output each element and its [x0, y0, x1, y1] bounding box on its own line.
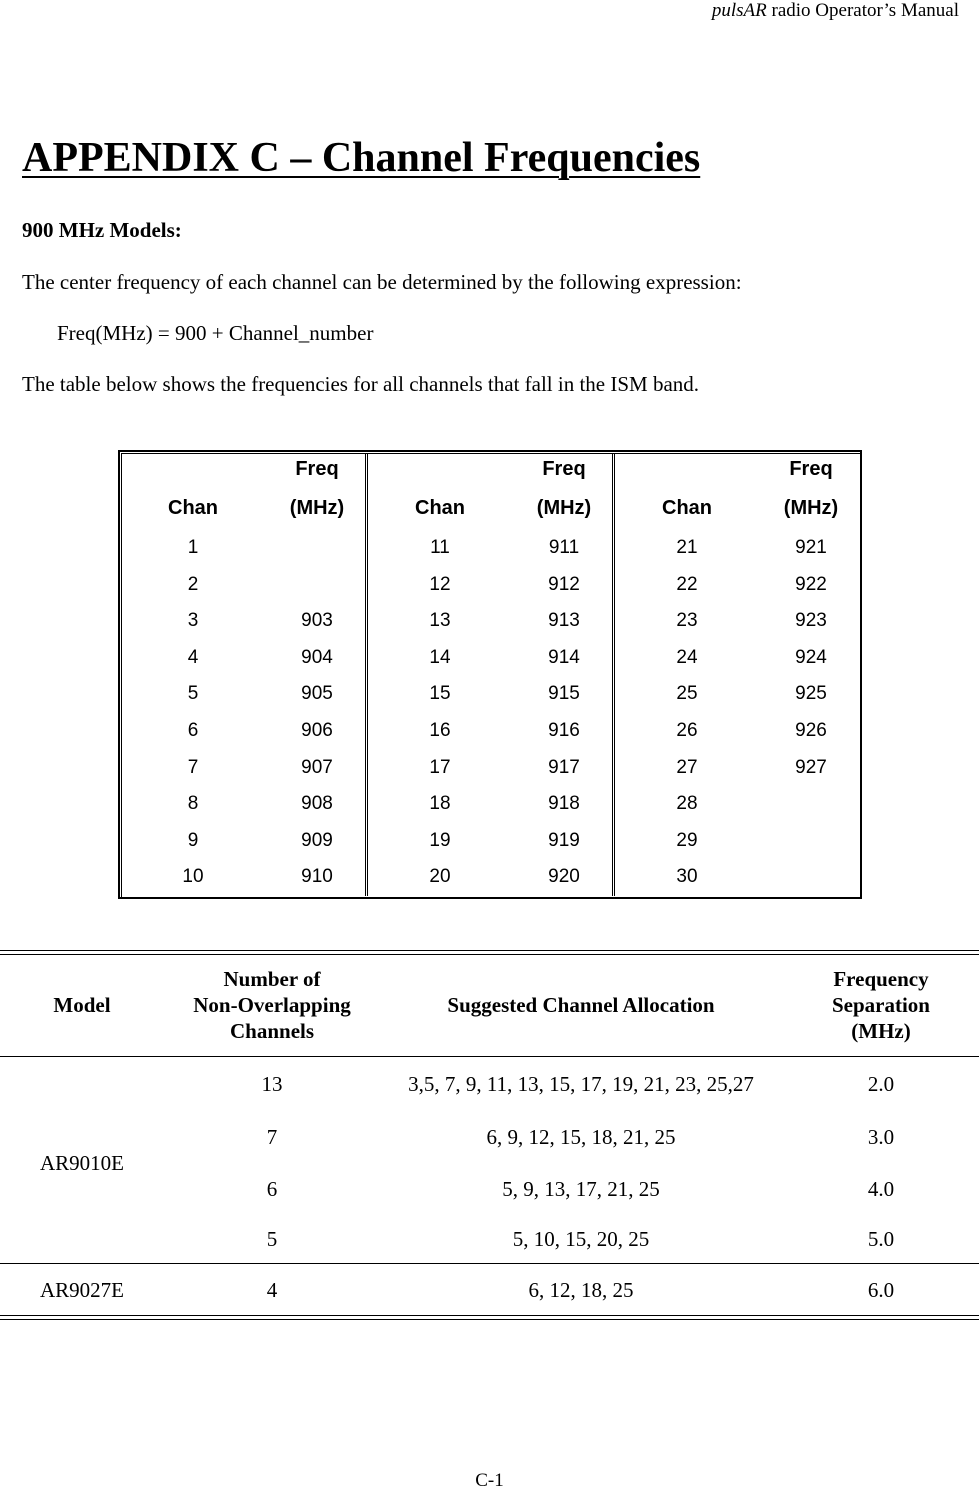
header-brand: pulsAR — [711, 0, 767, 21]
channel-number: 22 — [676, 573, 698, 595]
header-allocation: Suggested Channel Allocation — [447, 993, 715, 1017]
header-freq-line1: Freq — [295, 458, 339, 480]
frequency-separation: 2.0 — [867, 1072, 895, 1096]
header-sep-line1: Frequency — [833, 967, 929, 991]
page-header — [712, 0, 959, 22]
page-number: C-1 — [475, 1470, 504, 1491]
table-intro-paragraph: The table below shows the frequencies for all channels that fall in the ISM band. — [22, 372, 700, 396]
channel-frequency: 917 — [548, 756, 580, 778]
channel-number: 17 — [429, 756, 451, 778]
channel-frequency: 913 — [548, 610, 580, 632]
channel-frequency: 927 — [795, 756, 827, 778]
channel-frequency: 908 — [301, 793, 333, 815]
channel-frequency: 924 — [795, 646, 827, 668]
channel-frequency: 912 — [548, 573, 580, 595]
channel-number: 5 — [187, 683, 199, 705]
header-num-line2: Non-Overlapping — [193, 993, 351, 1017]
header-text: radio Operator’s Manual — [766, 0, 959, 21]
intro-paragraph: The center frequency of each channel can be determined by the following expression: — [22, 270, 742, 294]
channel-frequency: 909 — [301, 829, 333, 851]
channel-number: 13 — [429, 610, 451, 632]
page-title: APPENDIX C – Channel Frequencies — [22, 135, 701, 181]
header-num-line1: Number of — [223, 967, 321, 991]
frequency-separation: 3.0 — [867, 1125, 895, 1149]
channel-number: 29 — [676, 829, 698, 851]
table-rule-top — [0, 950, 979, 951]
channel-allocation: 3,5, 7, 9, 11, 13, 15, 17, 19, 21, 23, 25,27 — [408, 1072, 754, 1096]
channel-frequency: 916 — [548, 720, 580, 741]
channel-frequency-table — [118, 450, 862, 899]
channel-number: 11 — [430, 537, 450, 558]
channel-number: 28 — [676, 793, 698, 815]
model-ar9027e: AR9027E — [40, 1278, 124, 1302]
channel-frequency: 904 — [301, 646, 333, 668]
channel-number: 3 — [187, 610, 199, 632]
header-separation — [800, 966, 962, 1044]
channel-allocation: 6, 9, 12, 15, 18, 21, 25 — [486, 1125, 676, 1149]
channel-allocation: 5, 10, 15, 20, 25 — [512, 1227, 650, 1251]
channel-number: 30 — [676, 866, 698, 888]
channel-frequency: 923 — [795, 610, 827, 632]
channel-frequency: 920 — [548, 866, 580, 888]
channel-number: 19 — [429, 829, 451, 851]
header-freq-line1: Freq — [789, 458, 833, 480]
header-sep-line2: Separation — [831, 993, 930, 1017]
channel-number: 6 — [187, 720, 199, 741]
channel-number: 16 — [429, 720, 451, 741]
table-rule-top — [0, 954, 979, 955]
channel-frequency: 919 — [548, 829, 580, 851]
num-channels: 7 — [266, 1125, 278, 1149]
channel-number: 7 — [187, 756, 199, 778]
header-sep-line3: (MHz) — [851, 1019, 911, 1043]
channel-frequency: 926 — [795, 720, 827, 741]
frequency-separation: 4.0 — [867, 1177, 895, 1201]
num-channels: 6 — [266, 1177, 278, 1201]
header-model: Model — [53, 993, 111, 1017]
channel-frequency: 915 — [548, 683, 580, 705]
formula: Freq(MHz) = 900 + Channel_number — [57, 321, 374, 345]
model-ar9010e: AR9010E — [40, 1151, 124, 1175]
channel-allocation: 5, 9, 13, 17, 21, 25 — [502, 1177, 660, 1201]
channel-number: 23 — [676, 610, 698, 632]
section-heading: 900 MHz Models: — [22, 218, 182, 242]
channel-number: 10 — [182, 866, 204, 888]
channel-number: 8 — [187, 793, 199, 815]
channel-number: 15 — [429, 683, 451, 705]
channel-number: 1 — [187, 537, 199, 558]
table-rule-header — [0, 1056, 979, 1057]
channel-number: 18 — [429, 793, 451, 815]
channel-frequency: 906 — [301, 720, 333, 741]
channel-allocation: 6, 12, 18, 25 — [528, 1278, 634, 1302]
channel-frequency: 910 — [301, 866, 333, 888]
channel-number: 14 — [429, 646, 451, 668]
channel-frequency: 903 — [301, 610, 333, 632]
header-chan: Chan — [662, 497, 712, 519]
channel-number: 9 — [187, 829, 199, 851]
channel-frequency: 911 — [548, 537, 580, 558]
table-rule-group — [0, 1263, 979, 1264]
header-freq-line2: (MHz) — [289, 497, 345, 519]
header-num-channels — [172, 966, 372, 1044]
channel-number: 26 — [676, 720, 698, 741]
num-channels: 13 — [261, 1072, 283, 1096]
column-divider — [367, 453, 368, 896]
channel-frequency: 918 — [548, 793, 580, 815]
frequency-separation: 5.0 — [867, 1227, 895, 1251]
num-channels: 5 — [266, 1227, 278, 1251]
header-num-line3: Channels — [229, 1019, 315, 1043]
channel-number: 2 — [187, 573, 199, 595]
header-chan: Chan — [168, 497, 218, 519]
table-rule-bottom — [0, 1315, 979, 1316]
column-divider — [614, 453, 615, 896]
channel-number: 21 — [676, 537, 698, 558]
num-channels: 4 — [266, 1278, 278, 1302]
channel-frequency: 914 — [548, 646, 580, 668]
channel-number: 27 — [676, 756, 698, 778]
header-freq-line1: Freq — [542, 458, 586, 480]
channel-number: 12 — [429, 573, 451, 595]
channel-frequency: 905 — [301, 683, 333, 705]
channel-frequency: 921 — [795, 537, 827, 558]
channel-number: 4 — [187, 646, 199, 668]
header-freq-line2: (MHz) — [783, 497, 839, 519]
channel-frequency: 922 — [795, 573, 827, 595]
channel-number: 24 — [676, 646, 698, 668]
channel-number: 20 — [429, 866, 451, 888]
model-allocation-table — [0, 950, 979, 1320]
header-chan: Chan — [415, 497, 465, 519]
channel-frequency: 925 — [795, 683, 827, 705]
header-freq-line2: (MHz) — [536, 497, 592, 519]
frequency-separation: 6.0 — [867, 1278, 895, 1302]
channel-number: 25 — [676, 683, 698, 705]
table-rule-bottom — [0, 1319, 979, 1320]
channel-frequency: 907 — [301, 756, 333, 778]
